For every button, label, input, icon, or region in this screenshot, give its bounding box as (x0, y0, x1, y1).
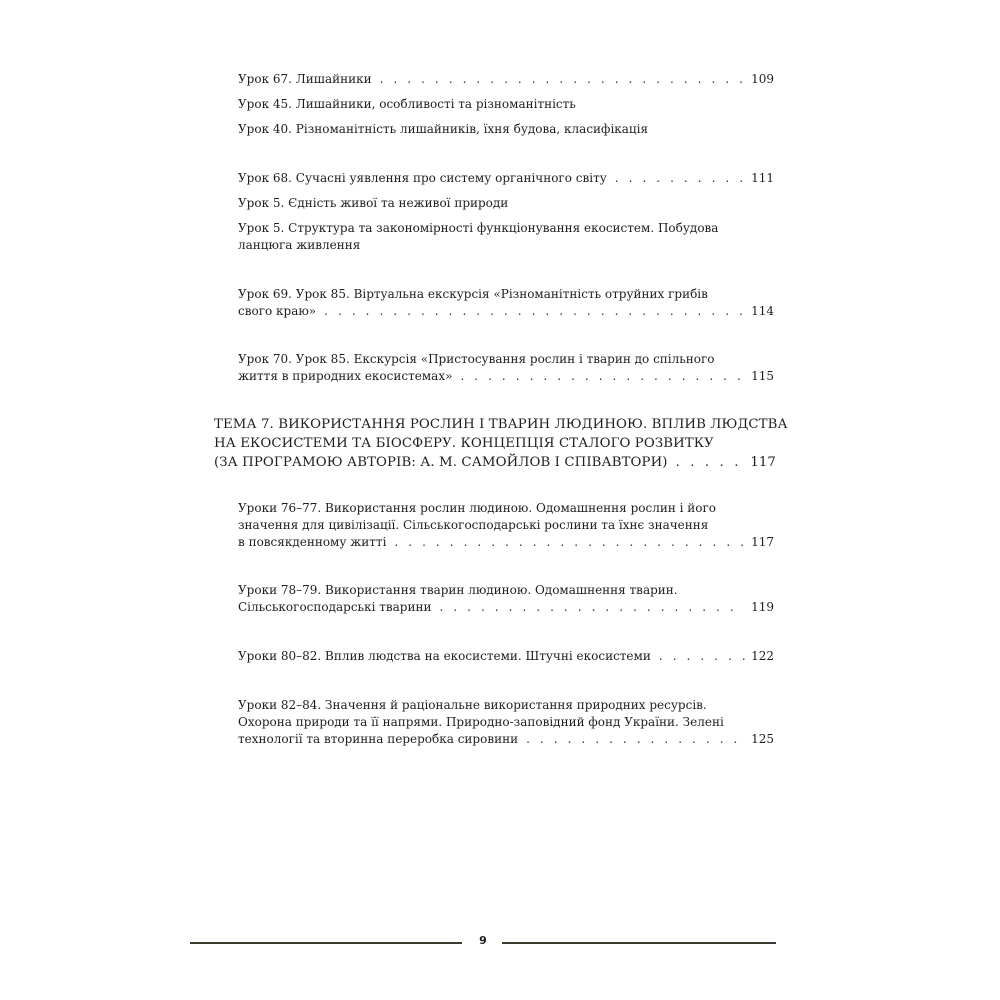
dot-leader (324, 303, 745, 320)
toc-topic-7-heading (214, 415, 788, 472)
toc-entry-title-line1: Уроки 78–79. Використання тварин людиною. Одомашнення тварин. (238, 583, 678, 597)
toc-page-number: 117 (751, 535, 774, 549)
toc-entry-title: Урок 67. Лишайники (238, 72, 372, 86)
toc-page-number: 119 (751, 600, 774, 614)
toc-entry-title-line3: технології та вторинна переробка сировини (238, 732, 519, 746)
toc-entry-lesson-69 (238, 286, 774, 320)
topic-title-line2: НА ЕКОСИСТЕМИ ТА БІОСФЕРУ. КОНЦЕПЦІЯ СТАЛОГО РОЗВИТКУ (214, 436, 714, 451)
toc-entry-lesson-70 (238, 351, 774, 385)
toc-entry-title-line2: свого краю» (238, 304, 317, 318)
toc-entry-lessons-78-79 (238, 582, 774, 616)
dot-leader (460, 368, 745, 385)
toc-entry-title: Урок 45. Лишайники, особливості та різноманітність (238, 97, 576, 111)
toc-entry-title-line1: Уроки 76–77. Використання рослин людиною. Одомашнення рослин і його (238, 501, 717, 515)
toc-entry-title-line2: ланцюга живлення (238, 238, 361, 252)
toc-entry-lesson-5-ecosystems (238, 220, 774, 254)
footer-page-number: 9 (479, 934, 487, 947)
toc-page-number: 122 (751, 649, 774, 663)
toc-entry-lessons-80-82 (238, 648, 774, 665)
toc-entry-lesson-5-unity (238, 195, 774, 212)
toc-page-number: 117 (750, 455, 776, 470)
toc-entry-title-line2: життя в природних екосистемах» (238, 369, 453, 383)
toc-entry-title: Урок 40. Різноманітність лишайників, їхня будова, класифікація (238, 122, 649, 136)
toc-entry-title-line1: Урок 70. Урок 85. Екскурсія «Пристосування рослин і тварин до спільного (238, 352, 715, 366)
toc-page-number: 114 (751, 304, 774, 318)
dot-leader (615, 170, 745, 187)
dot-leader (394, 534, 745, 551)
dot-leader (526, 731, 745, 748)
toc-page-number: 115 (751, 369, 774, 383)
topic-title-line1: ТЕМА 7. ВИКОРИСТАННЯ РОСЛИН І ТВАРИН ЛЮДИНОЮ. ВПЛИВ ЛЮДСТВА (214, 417, 788, 432)
toc-entry-title-line2: значення для цивілізації. Сільськогосподарські рослини та їхнє значення (238, 518, 709, 532)
footer-rule-left (190, 942, 462, 944)
toc-entry-lessons-76-77 (238, 500, 774, 551)
toc-entry-lesson-45 (238, 96, 774, 113)
toc-entry-lessons-82-84 (238, 697, 774, 748)
dot-leader (439, 599, 745, 616)
toc-entry-title: Урок 68. Сучасні уявлення про систему органічного світу (238, 171, 607, 185)
dot-leader (676, 453, 745, 472)
toc-page-number: 109 (751, 72, 774, 86)
toc-page-number: 111 (751, 171, 774, 185)
toc-entry-title: Уроки 80–82. Вплив людства на екосистеми. Штучні екосистеми (238, 649, 651, 663)
toc-entry-lesson-68 (238, 170, 774, 187)
footer-rule-right (502, 942, 776, 944)
toc-entry-title-line2: Сільськогосподарські тварини (238, 600, 432, 614)
toc-entry-lesson-40 (238, 121, 774, 138)
toc-entry-title-line1: Уроки 82–84. Значення й раціональне використання природних ресурсів. (238, 698, 707, 712)
toc-entry-lesson-67 (238, 71, 774, 88)
toc-entry-title-line3: в повсякденному житті (238, 535, 387, 549)
dot-leader (659, 648, 745, 665)
toc-entry-title: Урок 5. Єдність живої та неживої природи (238, 196, 509, 210)
toc-entry-title-line1: Урок 69. Урок 85. Віртуальна екскурсія «Різноманітність отруйних грибів (238, 287, 708, 301)
toc-entry-title-line2: Охорона природи та її напрями. Природно-заповідний фонд України. Зелені (238, 715, 724, 729)
toc-entry-title-line1: Урок 5. Структура та закономірності функціонування екосистем. Побудова (238, 221, 719, 235)
dot-leader (380, 71, 745, 88)
topic-title-line3: (ЗА ПРОГРАМОЮ АВТОРІВ: А. М. САМОЙЛОВ І СПІВАВТОРИ) (214, 455, 668, 470)
toc-page-number: 125 (751, 732, 774, 746)
